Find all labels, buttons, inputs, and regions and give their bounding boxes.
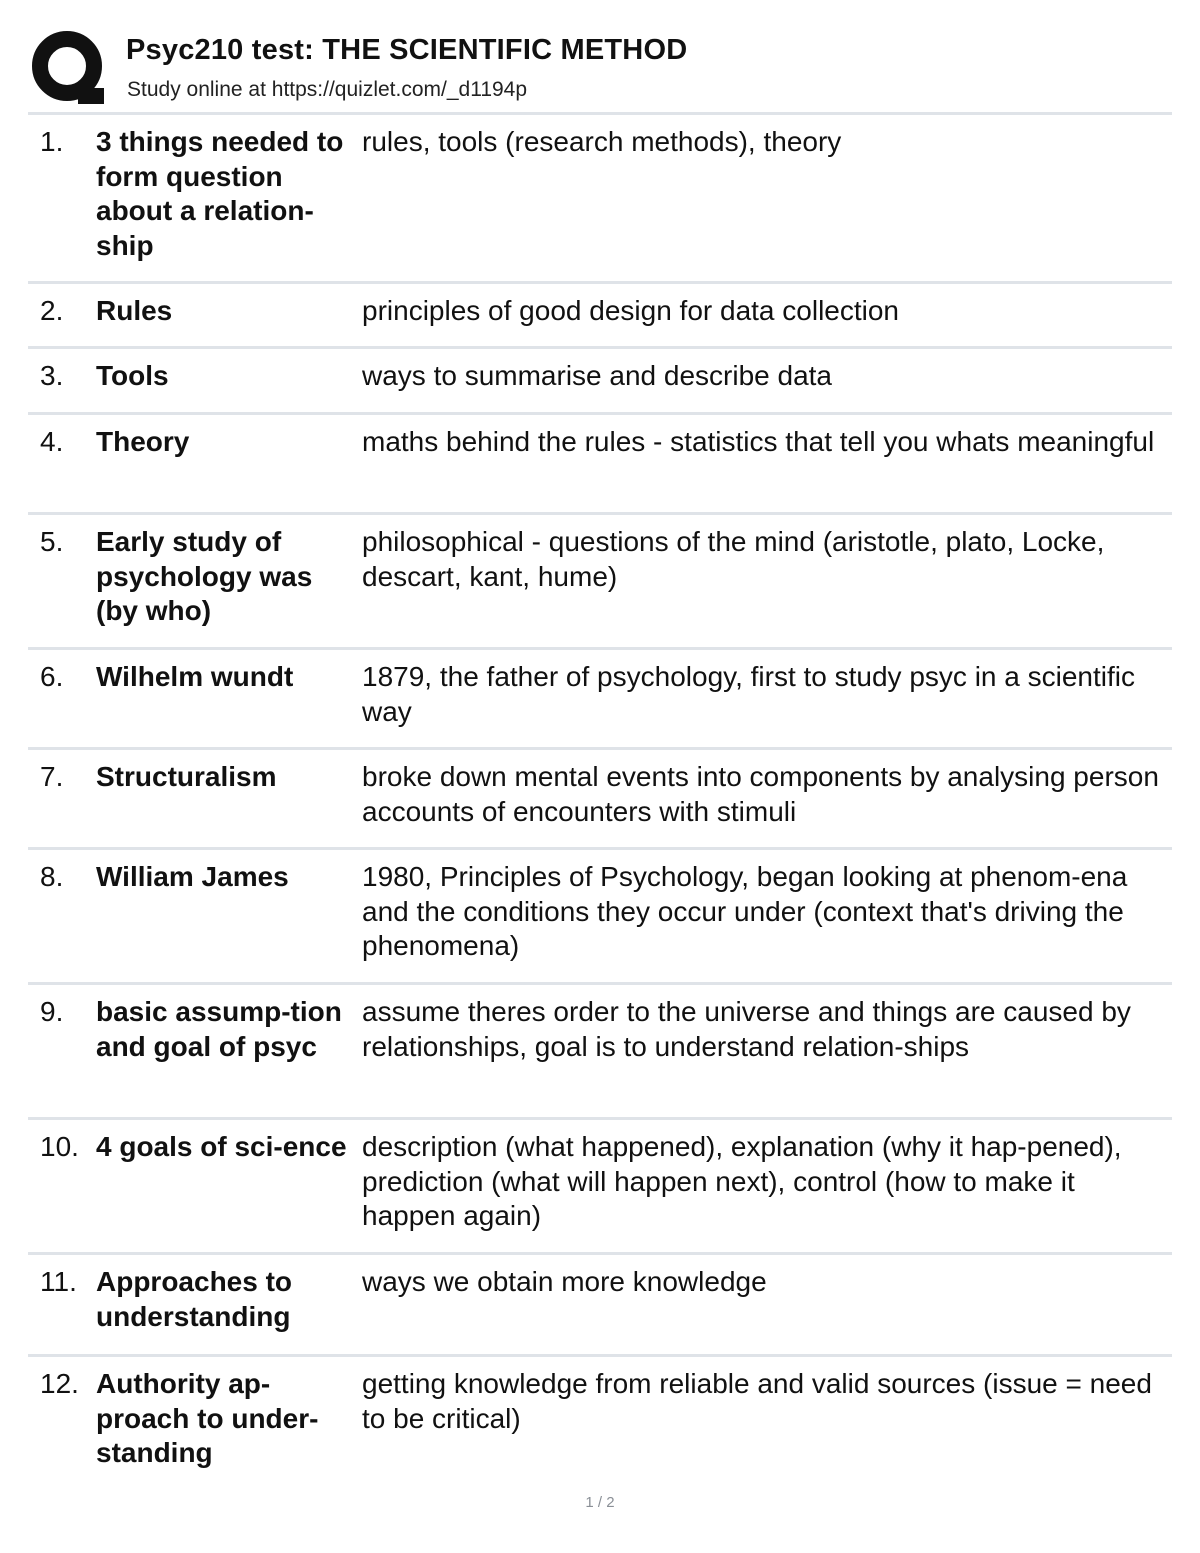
card-number: 12.	[40, 1368, 79, 1399]
flashcard-row	[28, 650, 1172, 750]
card-term: 3 things needed to form question about a relation-ship	[96, 126, 344, 261]
flashcard-row	[28, 515, 1172, 650]
card-number: 6.	[40, 661, 64, 692]
card-term: Structuralism	[96, 761, 277, 792]
flashcard-row	[28, 284, 1172, 349]
card-term: Rules	[96, 295, 173, 326]
card-definition: broke down mental events into components by analysing person accounts of encounters with stimuli	[362, 761, 1159, 827]
card-number: 3.	[40, 360, 64, 391]
card-definition: getting knowledge from reliable and valid sources (issue = need to be critical)	[362, 1368, 1152, 1434]
card-definition: ways we obtain more knowledge	[362, 1266, 767, 1297]
card-definition: rules, tools (research methods), theory	[362, 126, 842, 157]
flashcard-row	[28, 1255, 1172, 1357]
card-number: 2.	[40, 295, 64, 326]
card-definition: philosophical - questions of the mind (aristotle, plato, Locke, descart, kant, hume)	[362, 526, 1105, 592]
page-number: 1 / 2	[585, 1494, 615, 1511]
flashcard-list	[28, 115, 1172, 1477]
card-definition: maths behind the rules - statistics that tell you whats meaningful	[362, 426, 1155, 457]
card-number: 8.	[40, 861, 64, 892]
page-title: Psyc210 test: THE SCIENTIFIC METHOD	[126, 34, 688, 66]
card-definition: 1879, the father of psychology, first to study psyc in a scientific way	[362, 661, 1135, 727]
flashcard-row	[28, 349, 1172, 415]
card-term: William James	[96, 861, 289, 892]
header	[28, 28, 1172, 112]
card-number: 4.	[40, 426, 64, 457]
card-term: Early study of psychology was (by who)	[96, 526, 313, 626]
card-number: 9.	[40, 996, 64, 1027]
flashcard-row	[28, 1357, 1172, 1477]
card-term: basic assump-tion and goal of psyc	[96, 996, 342, 1062]
study-online-link[interactable]: Study online at https://quizlet.com/_d1194p	[127, 78, 528, 101]
card-term: 4 goals of sci-ence	[96, 1131, 347, 1162]
card-number: 1.	[40, 126, 64, 157]
card-term: Approaches to understanding	[96, 1266, 293, 1332]
flashcard-row	[28, 415, 1172, 515]
quizlet-q-logo-icon	[30, 30, 106, 106]
card-number: 7.	[40, 761, 64, 792]
flashcard-row	[28, 850, 1172, 985]
card-number: 10.	[40, 1131, 79, 1162]
flashcard-row	[28, 115, 1172, 284]
flashcard-row	[28, 985, 1172, 1120]
card-definition: description (what happened), explanation (why it hap-pened), prediction (what will happen next), control (how to make it happen again)	[362, 1131, 1122, 1231]
flashcard-row	[28, 1120, 1172, 1255]
card-definition: assume theres order to the universe and things are caused by relationships, goal is to understand relation-ships	[362, 996, 1131, 1062]
card-definition: 1980, Principles of Psychology, began looking at phenom-ena and the conditions they occur under (context that's driving the phenomena)	[362, 861, 1128, 961]
card-definition: principles of good design for data collection	[362, 295, 900, 326]
card-definition: ways to summarise and describe data	[362, 360, 832, 391]
flashcard-row	[28, 750, 1172, 850]
card-number: 11.	[40, 1266, 77, 1297]
card-term: Tools	[96, 360, 169, 391]
card-term: Wilhelm wundt	[96, 661, 294, 692]
card-number: 5.	[40, 526, 64, 557]
card-term: Authority ap-proach to under-standing	[96, 1368, 319, 1468]
card-term: Theory	[96, 426, 190, 457]
